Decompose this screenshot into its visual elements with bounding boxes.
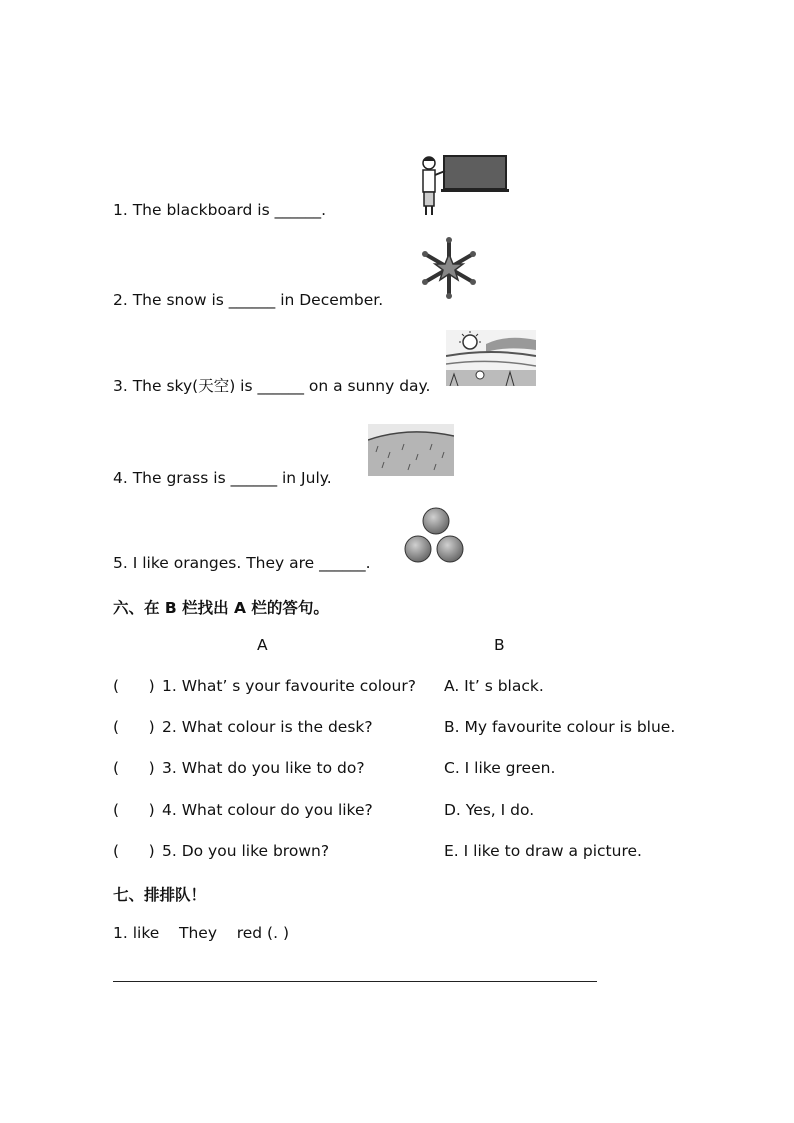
section-7-heading: 七、排排队！ [113,886,207,904]
column-a-label: A [257,636,268,654]
question-a1: 1. What’ s your favourite colour? [162,677,416,695]
answer-b5: E. I like to draw a picture. [444,842,642,860]
question-5-text: 5. I like oranges. They are ______. [113,554,371,572]
section-6-heading: 六、在 B 栏找出 A 栏的答句。 [113,599,329,617]
column-b-label: B [494,636,505,654]
answer-b2: B. My favourite colour is blue. [444,718,676,736]
answer-blank[interactable]: ( ) [113,842,155,860]
answer-blank[interactable]: ( ) [113,801,155,819]
question-3-text: 3. The sky(天空) is ______ on a sunny day. [113,377,431,395]
answer-b3: C. I like green. [444,759,556,777]
question-a2: 2. What colour is the desk? [162,718,373,736]
teacher-blackboard-icon [417,153,511,219]
snowflake-icon [417,236,481,300]
answer-b4: D. Yes, I do. [444,801,535,819]
answer-b1: A. It’ s black. [444,677,544,695]
question-a5: 5. Do you like brown? [162,842,330,860]
oranges-icon [401,506,467,566]
answer-blank[interactable]: ( ) [113,759,155,777]
answer-blank[interactable]: ( ) [113,718,155,736]
answer-writing-line[interactable] [113,981,597,982]
sunny-landscape-icon [446,330,536,386]
question-1-text: 1. The blackboard is ______. [113,201,327,219]
reorder-item-1: 1. like They red (. ) [113,924,289,942]
answer-blank[interactable]: ( ) [113,677,155,695]
question-a4: 4. What colour do you like? [162,801,373,819]
question-a3: 3. What do you like to do? [162,759,365,777]
grass-field-icon [368,424,454,476]
question-2-text: 2. The snow is ______ in December. [113,291,384,309]
question-4-text: 4. The grass is ______ in July. [113,469,332,487]
